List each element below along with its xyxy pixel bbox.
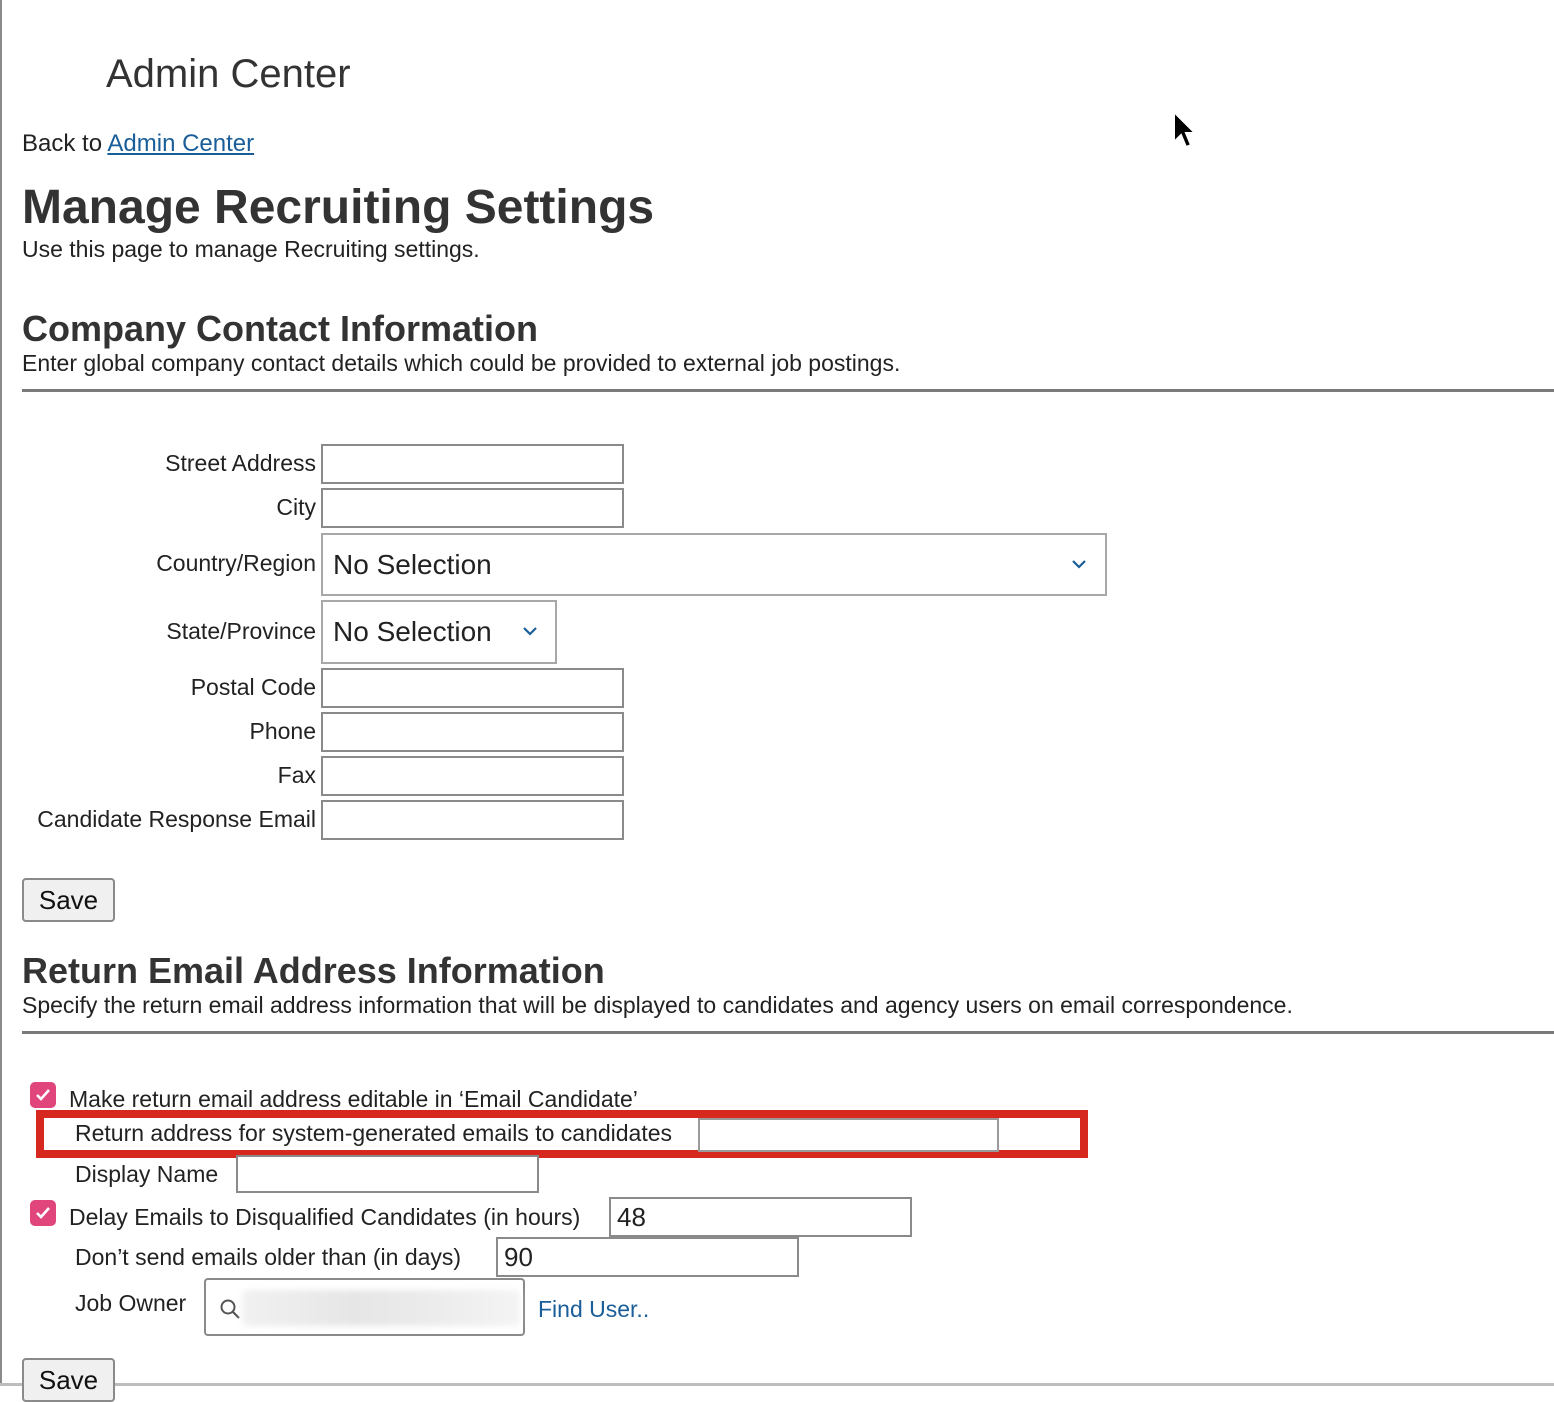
state-province-label: State/Province — [166, 618, 316, 644]
editable-return-email-label: Make return email address editable in ‘Email Candidate’ — [69, 1086, 638, 1112]
fax-label: Fax — [277, 762, 316, 788]
save-contact-button[interactable]: Save — [22, 878, 115, 922]
fax-input[interactable] — [321, 756, 624, 796]
return-address-label: Return address for system-generated emails to candidates — [75, 1120, 673, 1146]
save-return-email-button[interactable]: Save — [22, 1358, 115, 1402]
chevron-down-icon — [1069, 554, 1089, 574]
dont-send-older-input[interactable] — [496, 1237, 799, 1277]
street-address-label: Street Address — [165, 450, 316, 476]
country-region-select[interactable] — [321, 533, 1107, 596]
return-email-title: Return Email Address Information — [22, 950, 605, 991]
postal-code-label: Postal Code — [190, 674, 316, 700]
phone-label: Phone — [249, 718, 316, 744]
display-name-input[interactable] — [236, 1155, 539, 1193]
state-province-select[interactable] — [321, 600, 557, 664]
phone-input[interactable] — [321, 712, 624, 752]
check-icon — [34, 1204, 52, 1222]
editable-return-email-checkbox[interactable] — [30, 1082, 56, 1108]
section-divider — [22, 389, 1554, 392]
delay-emails-checkbox[interactable] — [30, 1200, 56, 1226]
dont-send-older-label: Don’t send emails older than (in days) — [75, 1244, 462, 1270]
redacted-user-value — [242, 1290, 520, 1326]
delay-emails-label: Delay Emails to Disqualified Candidates (in hours) — [69, 1204, 581, 1230]
return-email-description: Specify the return email address information that will be displayed to candidates and agency users on email correspondence. — [22, 992, 1293, 1018]
breadcrumb — [22, 130, 254, 158]
state-province-selected: No Selection — [333, 616, 492, 647]
display-name-label: Display Name — [75, 1161, 219, 1187]
country-region-selected: No Selection — [333, 548, 492, 580]
app-title: Admin Center — [106, 52, 351, 96]
back-prefix: Back to — [22, 130, 103, 157]
company-contact-description: Enter global company contact details which could be provided to external job postings. — [22, 350, 901, 376]
postal-code-input[interactable] — [321, 668, 624, 708]
window-left-border — [0, 0, 2, 1386]
company-contact-title: Company Contact Information — [22, 308, 539, 349]
job-owner-label: Job Owner — [75, 1290, 187, 1316]
chevron-down-icon — [520, 621, 540, 641]
city-label: City — [276, 494, 316, 520]
search-icon — [218, 1297, 242, 1321]
candidate-response-email-input[interactable] — [321, 800, 624, 840]
mouse-cursor-icon — [1172, 110, 1198, 150]
street-address-input[interactable] — [321, 444, 624, 484]
page-title: Manage Recruiting Settings — [22, 181, 655, 234]
check-icon — [34, 1086, 52, 1104]
page-subtitle: Use this page to manage Recruiting settings. — [22, 236, 480, 262]
admin-center-link[interactable]: Admin Center — [107, 130, 255, 157]
job-owner-search-field[interactable] — [204, 1278, 525, 1336]
find-user-link[interactable]: Find User.. — [538, 1296, 650, 1322]
city-input[interactable] — [321, 488, 624, 528]
candidate-response-email-label: Candidate Response Email — [37, 806, 316, 832]
return-address-input[interactable] — [698, 1118, 999, 1152]
delay-hours-input[interactable] — [609, 1197, 912, 1237]
section-divider — [22, 1031, 1554, 1034]
country-region-label: Country/Region — [156, 550, 316, 576]
